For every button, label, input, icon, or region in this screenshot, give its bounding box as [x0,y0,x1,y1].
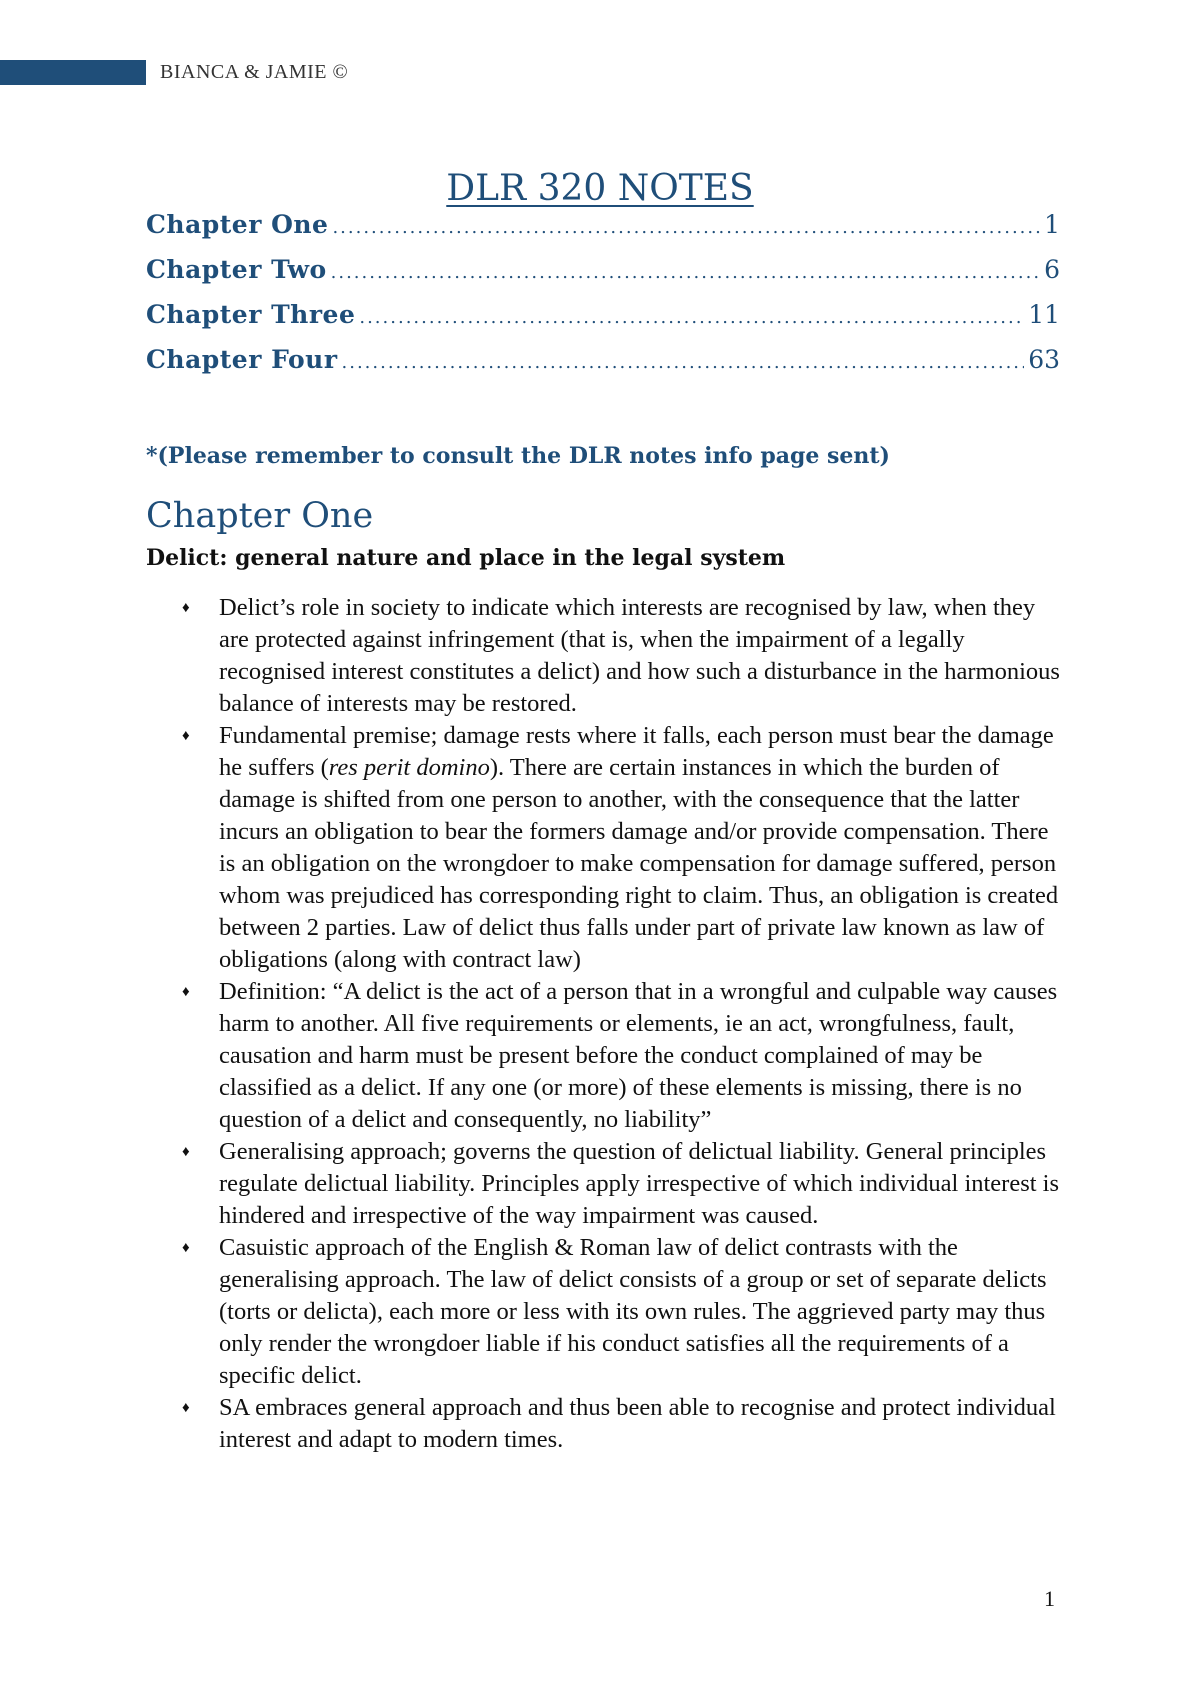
toc-entry-label: Chapter Three [146,300,356,329]
list-item-text: Casuistic approach of the English & Roman law of delict contrasts with the generalising approach. The law of delict consists of a group or set of separate delicts (torts or delicta), each more or less with its own rules. The aggrieved party may thus only render the wrongdoer liable if his conduct satisfies all the requirements of a specific delict. [219,1234,1047,1389]
toc-entry-chapter-two[interactable] [146,255,1060,300]
list-item [146,1232,1066,1392]
list-item [146,720,1066,976]
diamond-bullet-icon: ♦ [182,600,190,616]
list-item-text-before: Fundamental premise; damage rests where it falls, each person must bear the damage he suffers ( [219,722,1054,781]
list-item-text: Generalising approach; governs the question of delictual liability. General principles regulate delictual liability. Principles apply irrespective of which individual interest is hindered and irrespective of the way impairment was caused. [219,1138,1060,1229]
list-item-italic-term: res perit domino [328,754,490,781]
list-item [146,1136,1066,1232]
toc-entry-page: 63 [1028,345,1060,374]
list-item [146,592,1066,720]
diamond-bullet-icon: ♦ [182,1400,190,1416]
chapter-heading: Chapter One [146,496,374,536]
page-number: 1 [1044,1586,1055,1611]
toc-entry-chapter-three[interactable] [146,300,1060,345]
toc-dot-leader [342,352,1025,373]
info-note: *(Please remember to consult the DLR notes info page sent) [146,443,890,469]
diamond-bullet-icon: ♦ [182,1144,190,1160]
header-accent-bar [0,60,146,85]
header-text: BIANCA & JAMIE © [160,61,349,83]
toc-entry-page: 6 [1044,255,1060,284]
section-title: Delict: general nature and place in the legal system [146,545,786,571]
document-title: DLR 320 NOTES [446,168,754,209]
list-item-text: SA embraces general approach and thus been able to recognise and protect individual interest and adapt to modern times. [219,1394,1056,1453]
toc-entry-label: Chapter Two [146,255,327,284]
diamond-bullet-icon: ♦ [182,1240,190,1256]
list-item-text-after: ). There are certain instances in which the burden of damage is shifted from one person to another, with the consequence that the latter incurs an obligation to bear the formers damage and/or provide compensation. There is an obligation on the wrongdoer to make compensation for damage suffered, person whom was prejudiced has corresponding right to claim. Thus, an obligation is created between 2 parties. Law of delict thus falls under part of private law known as law of obligations (along with contract law) [219,754,1059,973]
bullet-list [146,592,1066,1456]
diamond-bullet-icon: ♦ [182,728,190,744]
toc-entry-chapter-four[interactable] [146,345,1060,390]
table-of-contents [146,210,1060,390]
toc-entry-page: 1 [1044,210,1060,239]
toc-dot-leader [359,307,1024,328]
toc-entry-label: Chapter One [146,210,329,239]
list-item-text: Delict’s role in society to indicate which interests are recognised by law, when they are protected against infringement (that is, when the impairment of a legally recognised interest constitutes a delict) and how such a disturbance in the harmonious balance of interests may be restored. [219,594,1060,717]
toc-entry-chapter-one[interactable] [146,210,1060,255]
diamond-bullet-icon: ♦ [182,984,190,1000]
toc-entry-page: 11 [1028,300,1060,329]
toc-dot-leader [332,217,1040,238]
toc-entry-label: Chapter Four [146,345,338,374]
list-item [146,976,1066,1136]
list-item [146,1392,1066,1456]
list-item-text: Definition: “A delict is the act of a person that in a wrongful and culpable way causes harm to another. All five requirements or elements, ie an act, wrongfulness, fault, causation and harm must be present before the conduct complained of may be classified as a delict. If any one (or more) of these elements is missing, there is no question of a delict and consequently, no liability” [219,978,1058,1133]
toc-dot-leader [331,262,1040,283]
